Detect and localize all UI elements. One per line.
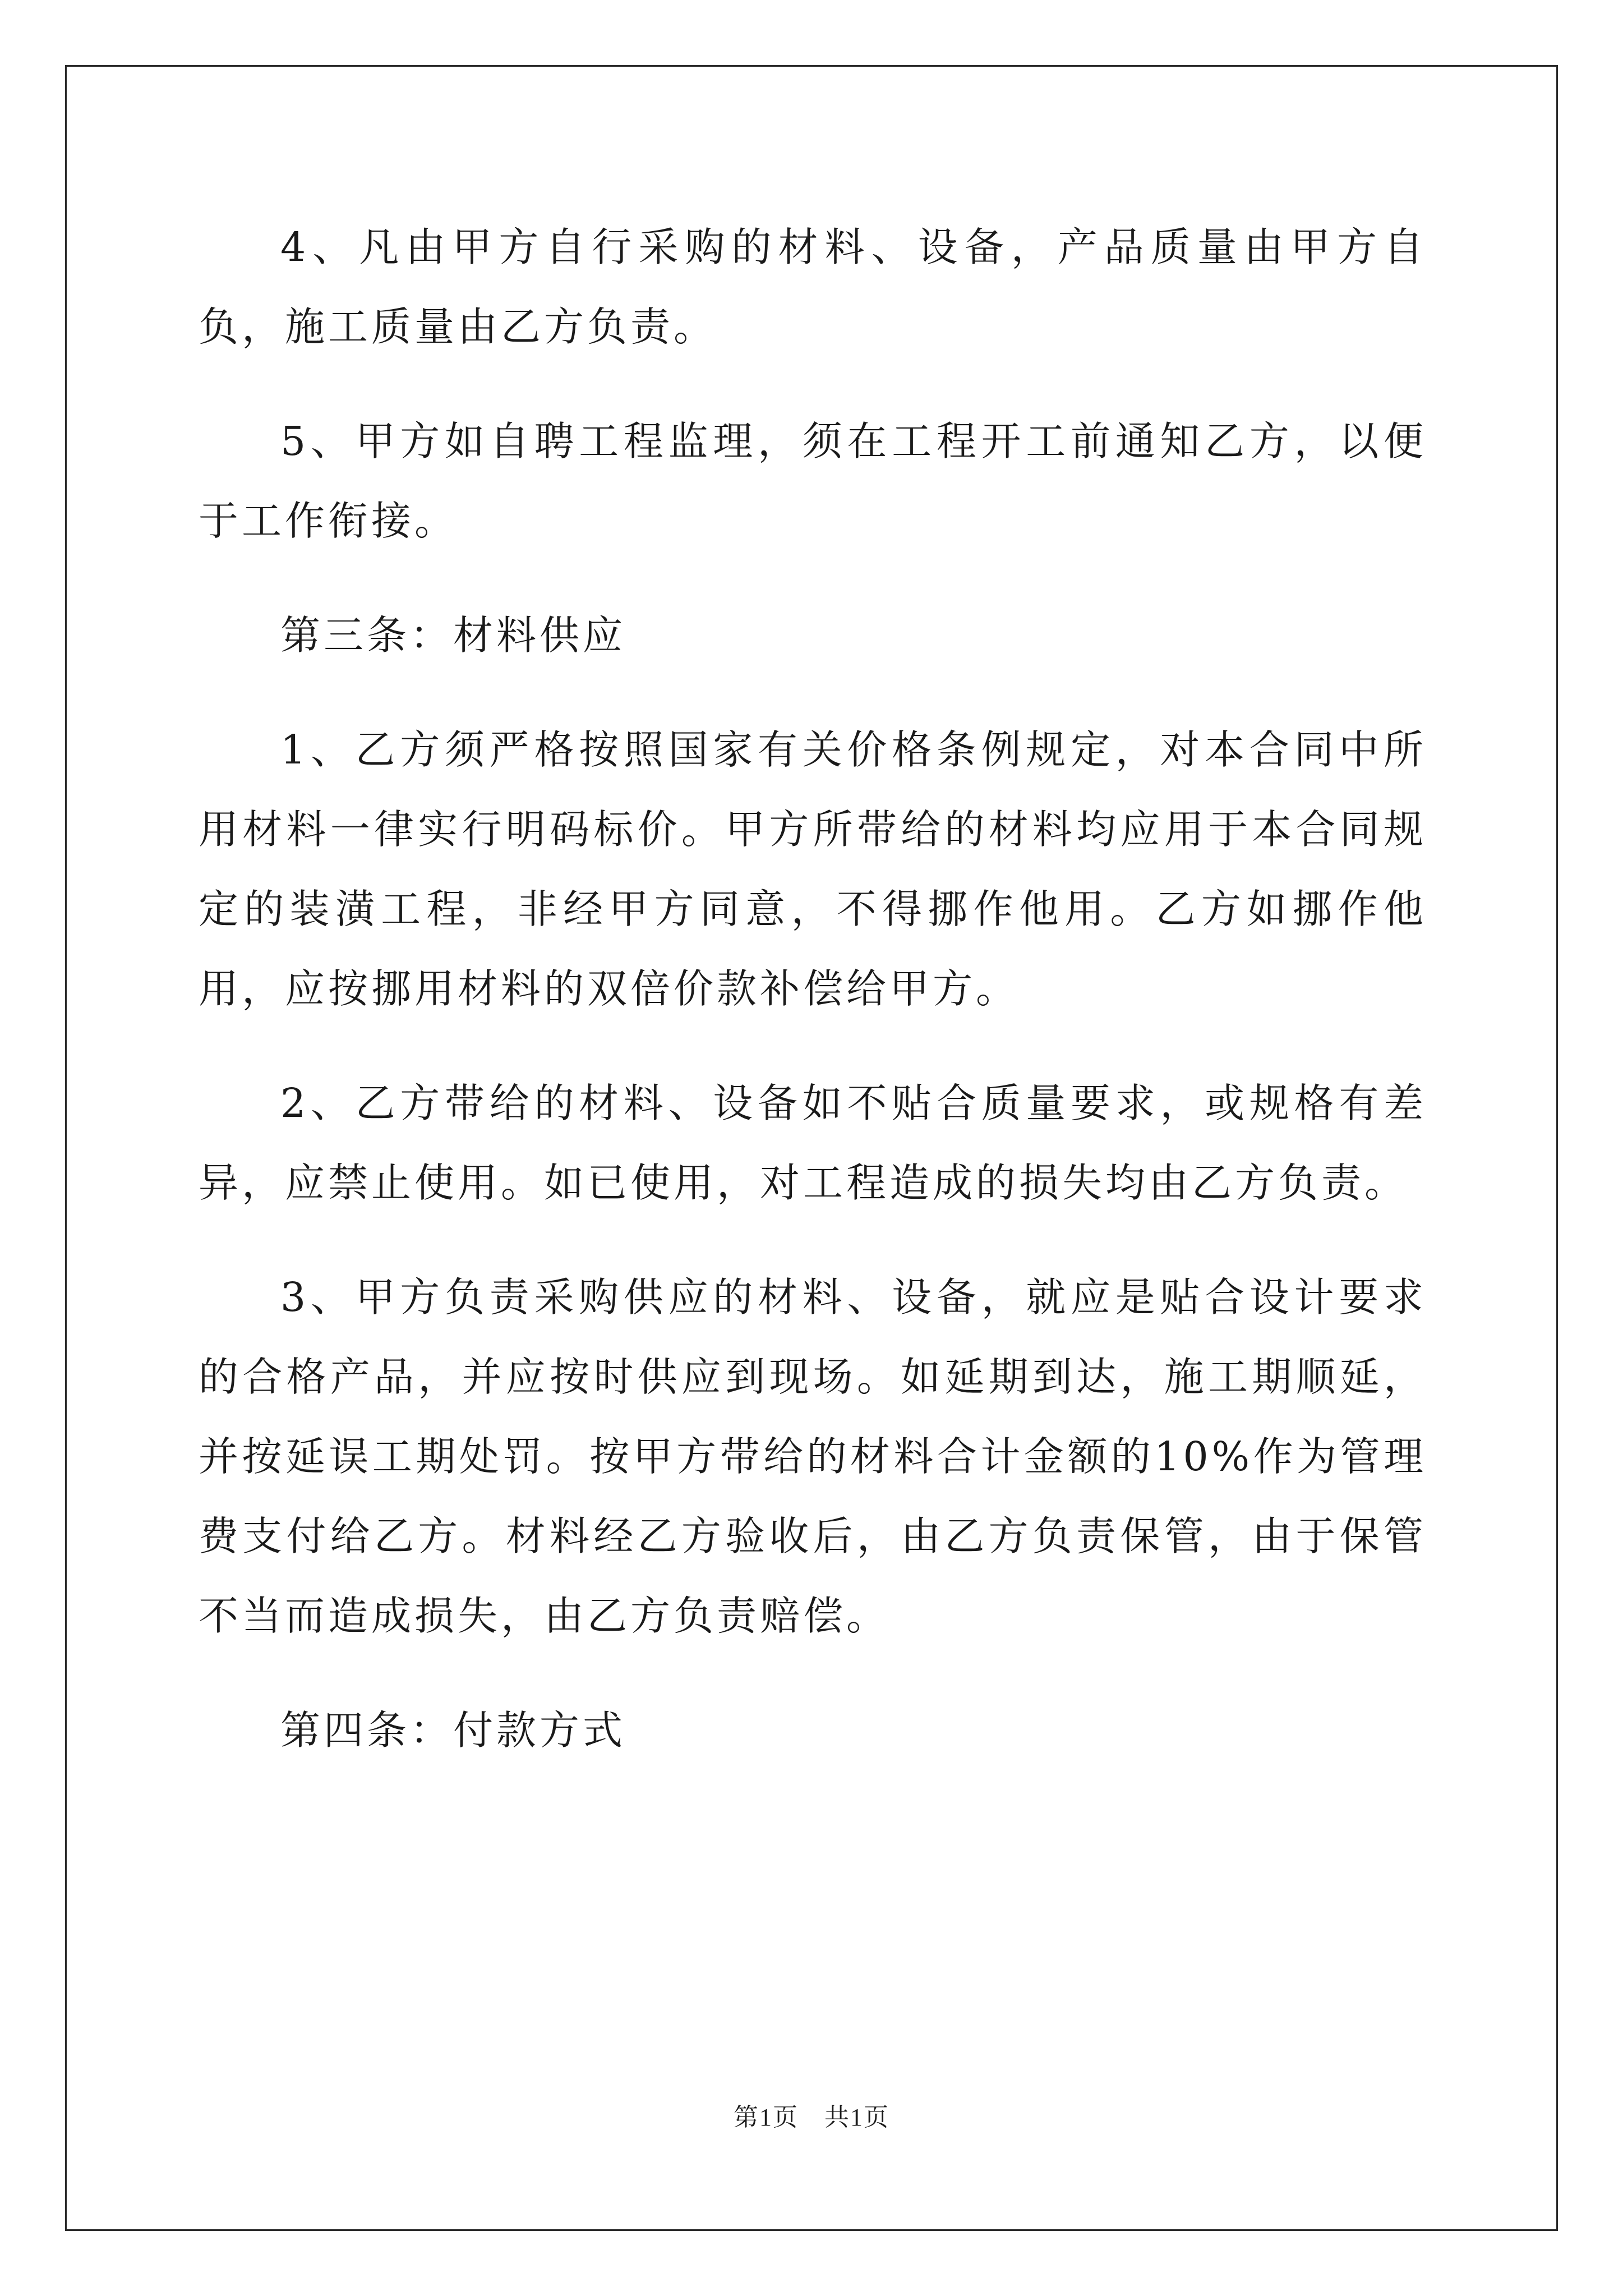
page-footer: 第1页 共1页 — [734, 2104, 889, 2131]
material-paragraph-3: 3、甲方负责采购供应的材料、设备，就应是贴合设计要求的合格产品，并应按时供应到现场。如延期到达，施工期顺延，并按延误工期处罚。按甲方带给的材料合计金额的10%作为管理费支付给乙方。材料经乙方验收后，由乙方负责保管，由于保管不当而造成损失，由乙方负责赔偿。 — [199, 1274, 1427, 1639]
section-heading-article-4: 第四条：付款方式 — [280, 1707, 626, 1754]
section-heading-article-3: 第三条：材料供应 — [280, 612, 626, 659]
material-paragraph-2: 2、乙方带给的材料、设备如不贴合质量要求，或规格有差异，应禁止使用。如已使用，对工程造成的损失均由乙方负责。 — [199, 1080, 1427, 1206]
clause-paragraph-5: 5、甲方如自聘工程监理，须在工程开工前通知乙方，以便于工作衔接。 — [199, 418, 1427, 544]
material-paragraph-1: 1、乙方须严格按照国家有关价格条例规定，对本合同中所用材料一律实行明码标价。甲方所带给的材料均应用于本合同规定的装潢工程，非经甲方同意，不得挪作他用。乙方如挪作他用，应按挪用材料的双倍价款补偿给甲方。 — [199, 726, 1427, 1012]
clause-paragraph-4: 4、凡由甲方自行采购的材料、设备，产品质量由甲方自负，施工质量由乙方负责。 — [199, 224, 1427, 350]
document-body — [199, 208, 1427, 1805]
